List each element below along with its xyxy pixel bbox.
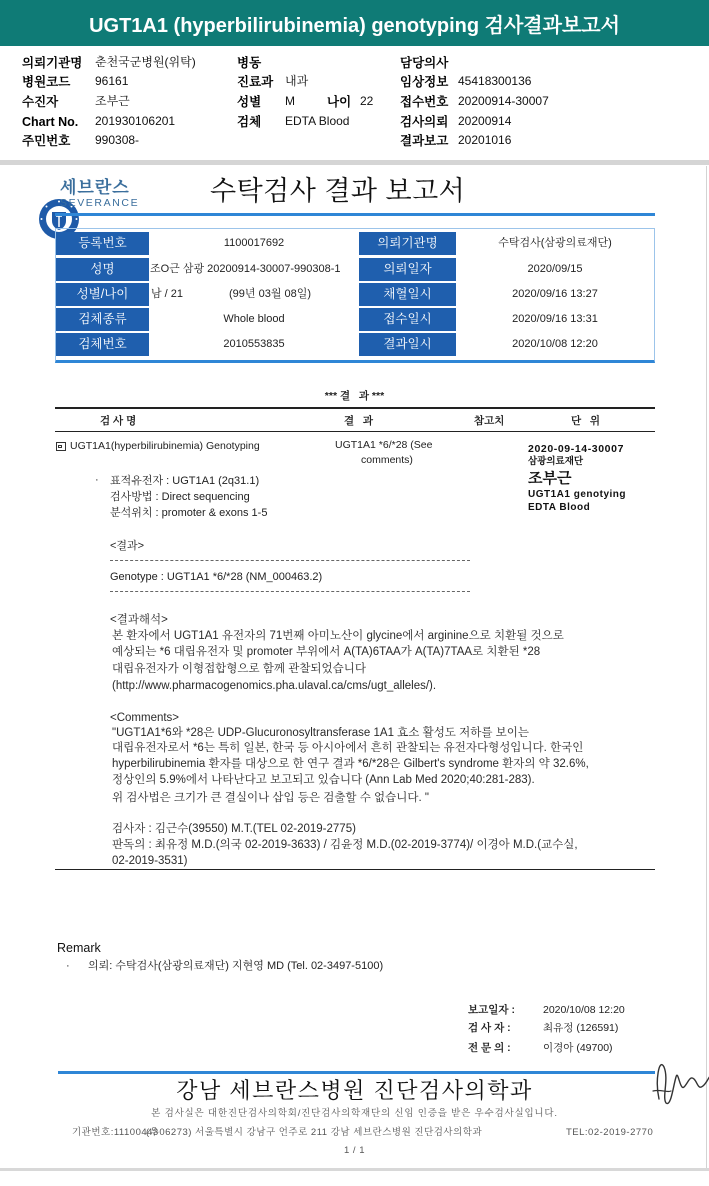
specimen-value: EDTA Blood	[285, 114, 350, 128]
title-rule	[55, 213, 655, 216]
method-bullet: ·	[95, 474, 99, 486]
footer-department: 강남 세브란스병원 진단검사의학과	[176, 1078, 533, 1103]
result-time-label: 결과일시	[359, 333, 456, 356]
comments-line: "UGT1A1*6와 *28은 UDP-Glucuronosyltransferase 1A1 효소 활성도 저하를 보이는	[112, 727, 529, 739]
footer-accreditation: 본 검사실은 대한진단검사의학회/진단검사의학재단의 신임 인증을 받은 우수검사실입니다.	[151, 1108, 558, 1119]
page-number: 1 / 1	[344, 1145, 365, 1156]
comments-line: 위 검사법은 크기가 큰 결실이나 삽입 등은 검출할 수 없습니다. "	[112, 792, 429, 804]
summary-table	[55, 228, 655, 363]
staff-line: 판독의 : 최유정 M.D.(의국 02-2019-3633) / 김윤정 M.D.(02-2019-3774)/ 이경아 M.D.(교수실,	[112, 839, 578, 851]
summary-row	[56, 308, 654, 331]
signoff-specialist: 이경아 (49700)	[543, 1042, 613, 1054]
sex-age-value: 남 / 21	[151, 288, 184, 300]
interpretation-line: 예상되는 *6 대립유전자 및 promoter 부위에서 A(TA)6TAA가 A(TA)7TAA로 치환된 *28	[112, 646, 541, 658]
clinical-info-label: 임상정보	[400, 75, 449, 89]
registration-no-label: 등록번호	[56, 232, 149, 255]
summary-row	[56, 232, 654, 255]
logo-name-english: SEVERANCE	[60, 197, 140, 209]
results-heading: *** 결 과 ***	[324, 390, 385, 402]
section-divider	[0, 160, 709, 165]
institution-label: 의뢰기관명	[22, 56, 83, 70]
specimen-no-label: 검체번호	[56, 333, 149, 356]
resident-no-value: 990308-	[95, 133, 140, 147]
report-header	[0, 0, 709, 46]
signoff-specialist-label: 전 문 의 :	[468, 1042, 511, 1054]
method-line: 표적유전자 : UGT1A1 (2q31.1)	[110, 475, 260, 487]
signoff-report-date-label: 보고일자 :	[468, 1004, 515, 1016]
age-value: 22	[360, 94, 374, 108]
comments-line: 대립유전자로서 *6는 특히 일본, 한국 등 아시아에서 흔히 관찰되는 유전자다형성입니다. 한국인	[112, 742, 584, 754]
remark-heading: Remark	[57, 941, 101, 955]
logo-name-korean: 세브란스	[60, 178, 130, 197]
results-top-rule	[55, 407, 655, 409]
sex-age-label: 성별/나이	[56, 283, 149, 306]
column-header-unit: 단 위	[571, 415, 601, 427]
physician-label: 담당의사	[400, 56, 449, 70]
signoff-tester-label: 검 사 자 :	[468, 1022, 511, 1034]
specimen-label: 검체	[237, 115, 262, 129]
severance-emblem-icon	[10, 176, 54, 220]
resident-no-label: 주민번호	[22, 134, 71, 148]
report-header-title: UGT1A1 (hyperbilirubinemia) genotyping 검사결과보고서	[89, 14, 620, 37]
sticker-specimen: EDTA Blood	[528, 502, 591, 513]
specimen-no-value: 2010553835	[223, 338, 285, 350]
dashed-divider	[110, 591, 470, 592]
sticker-patient: 조부근	[528, 470, 572, 487]
footer-rule	[58, 1071, 655, 1074]
test-result-line: comments)	[361, 454, 413, 466]
requesting-institution-label: 의뢰기관명	[359, 232, 456, 255]
method-line: 검사방법 : Direct sequencing	[110, 491, 250, 503]
name-label: 성명	[56, 258, 149, 281]
sticker-lab: 삼광의료재단	[528, 456, 584, 467]
sex-label: 성별	[237, 95, 262, 109]
collection-time-value: 2020/09/16 13:27	[512, 288, 598, 300]
patient-name-label: 수진자	[22, 95, 59, 109]
sex-age-cell	[149, 283, 359, 306]
remark-bullet: ·	[66, 960, 70, 972]
requesting-institution-value: 수탁검사(삼광의료재단)	[498, 237, 612, 249]
column-header-test-name: 검 사 명	[100, 415, 137, 427]
received-time-value: 2020/09/16 13:31	[512, 313, 598, 325]
method-line: 분석위치 : promoter & exons 1-5	[110, 507, 268, 519]
registration-no-value: 1100017692	[223, 237, 285, 249]
age-label: 나이	[327, 95, 352, 109]
footer-institution-no: 기관번호:11100443	[72, 1127, 159, 1138]
request-date-label: 의뢰일자	[359, 258, 456, 281]
birth-date-value: (99년 03월 08일)	[229, 288, 312, 300]
test-result-line: UGT1A1 *6/*28 (See	[335, 439, 433, 451]
institution-value: 춘천국군병원(위탁)	[95, 55, 196, 69]
comments-heading: <Comments>	[110, 712, 180, 724]
scan-page-edge	[706, 166, 707, 1168]
footer-tel: TEL:02-2019-2770	[566, 1127, 654, 1138]
summary-row	[56, 333, 654, 356]
hospital-code-value: 96161	[95, 74, 129, 88]
comments-line: hyperbilirubinemia 환자를 대상으로 한 연구 결과 *6/*28은 Gilbert's syndrome 환자의 약 32.6%,	[112, 758, 589, 770]
name-value: 조O근 삼광 20200914-30007-990308-1	[150, 263, 341, 275]
comments-line: 정상인의 5.9%에서 나타난다고 보고되고 있습니다 (Ann Lab Med 2020;40:281-283).	[112, 774, 535, 786]
request-date-label: 검사의뢰	[400, 115, 449, 129]
interpretation-line: 대립유전자가 이형접합형으로 함께 관찰되었습니다	[112, 663, 366, 675]
interpretation-line: 본 환자에서 UGT1A1 유전자의 71번째 아미노산이 glycine에서 arginine으로 치환될 것으로	[112, 630, 564, 642]
request-date-value: 20200914	[458, 114, 512, 128]
column-header-result: 결 과	[344, 415, 374, 427]
result-time-value: 2020/10/08 12:20	[512, 338, 598, 350]
sticker-test: UGT1A1 genotying	[528, 489, 627, 500]
received-time-label: 접수일시	[359, 308, 456, 331]
remark-item: 의뢰: 수탁검사(삼광의료재단) 지현영 MD (Tel. 02-3497-5100)	[88, 960, 384, 972]
bottom-divider	[0, 1168, 709, 1171]
ward-label: 병동	[237, 56, 262, 70]
column-header-reference: 참고치	[474, 415, 505, 427]
interpretation-line: (http://www.pharmacogenomics.pha.ulaval.ca/cms/ugt_alleles/).	[112, 680, 437, 692]
results-bottom-rule	[55, 869, 655, 870]
signoff-tester: 최유정 (126591)	[543, 1022, 619, 1034]
patient-name-value: 조부근	[95, 94, 130, 108]
result-section-heading: <결과>	[110, 540, 145, 552]
genotype-line: Genotype : UGT1A1 *6/*28 (NM_000463.2)	[110, 571, 323, 583]
checkbox-icon	[56, 442, 66, 451]
document-title: 수탁검사 결과 보고서	[210, 176, 466, 206]
request-date-value: 2020/09/15	[527, 263, 583, 275]
signoff-report-date: 2020/10/08 12:20	[543, 1004, 625, 1016]
collection-time-label: 채혈일시	[359, 283, 456, 306]
column-header-rule	[55, 431, 655, 432]
test-name: UGT1A1(hyperbilirubinemia) Genotyping	[70, 440, 260, 452]
department-label: 진료과	[237, 75, 274, 89]
specimen-type-value: Whole blood	[223, 313, 285, 325]
department-value: 내과	[285, 74, 309, 88]
clinical-info-value: 45418300136	[458, 74, 532, 88]
accession-no-label: 접수번호	[400, 95, 449, 109]
dashed-divider	[110, 560, 470, 561]
sticker-accession: 2020-09-14-30007	[528, 443, 625, 455]
report-date-label: 결과보고	[400, 134, 449, 148]
interpretation-heading: <결과해석>	[110, 614, 168, 626]
specimen-type-label: 검체종류	[56, 308, 149, 331]
accession-no-value: 20200914-30007	[458, 94, 549, 108]
summary-row	[56, 258, 654, 281]
report-date-value: 20201016	[458, 133, 512, 147]
sex-value: M	[285, 94, 295, 108]
summary-row	[56, 283, 654, 306]
staff-line: 검사자 : 김근수(39550) M.T.(TEL 02-2019-2775)	[112, 823, 356, 835]
chart-no-label: Chart No.	[22, 115, 79, 129]
staff-line: 02-2019-3531)	[112, 855, 188, 867]
footer-address: (우06273) 서울특별시 강남구 언주로 211 강남 세브란스병원 진단검사의학과	[146, 1127, 483, 1138]
chart-no-value: 201930106201	[95, 114, 176, 128]
hospital-code-label: 병원코드	[22, 75, 71, 89]
